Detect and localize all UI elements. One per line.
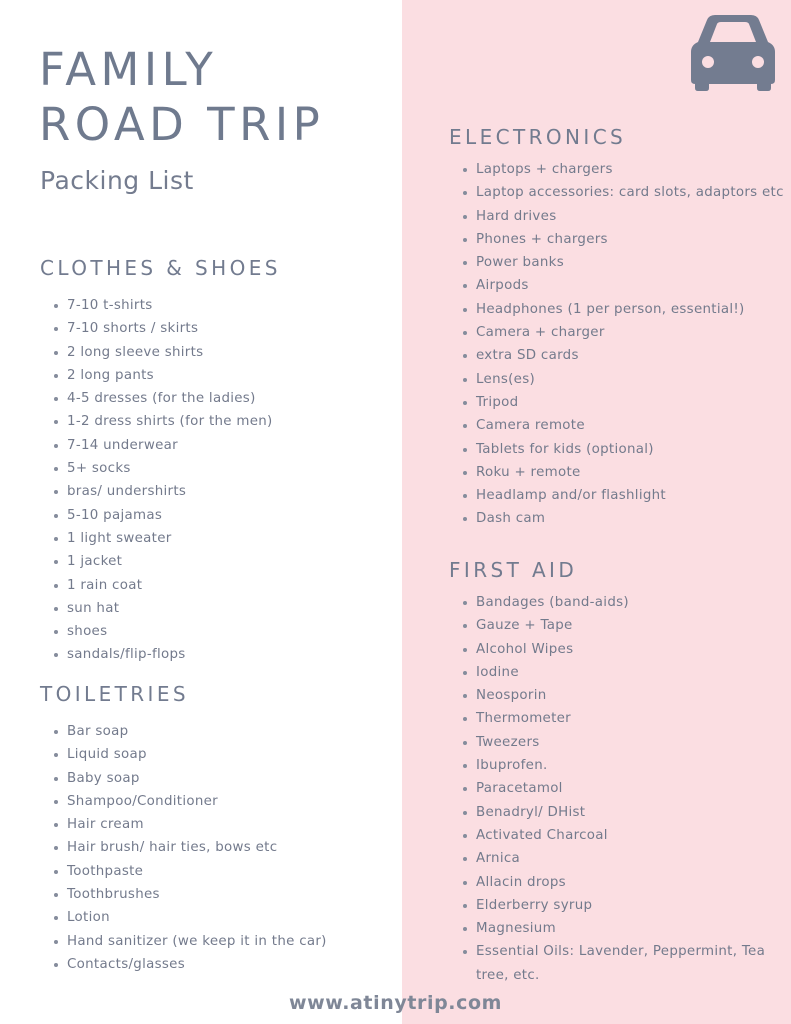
list-item: Power banks (462, 251, 784, 274)
list-item: Camera remote (462, 414, 784, 437)
list-item: extra SD cards (462, 344, 784, 367)
list-item: Headphones (1 per person, essential!) (462, 298, 784, 321)
list-item: 7-14 underwear (53, 434, 281, 457)
list-item: Activated Charcoal (462, 824, 782, 847)
list-item: shoes (53, 620, 281, 643)
list-item: Headlamp and/or flashlight (462, 484, 784, 507)
list-item: Contacts/glasses (53, 953, 327, 976)
list-toiletries (53, 720, 327, 976)
list-item: 1 light sweater (53, 527, 281, 550)
list-item: 2 long pants (53, 364, 281, 387)
list-item: Bandages (band-aids) (462, 591, 782, 614)
list-item: 5-10 pajamas (53, 504, 281, 527)
page-subtitle: Packing List (40, 166, 194, 195)
section-clothes-shoes (40, 256, 281, 667)
list-item: Phones + chargers (462, 228, 784, 251)
section-heading-electronics: ELECTRONICS (449, 125, 627, 149)
list-item: Paracetamol (462, 777, 782, 800)
car-icon (690, 14, 776, 92)
list-item: Gauze + Tape (462, 614, 782, 637)
list-clothes (53, 294, 281, 667)
list-item: 1 jacket (53, 550, 281, 573)
list-item: Elderberry syrup (462, 894, 782, 917)
list-item: Airpods (462, 274, 784, 297)
title-line-2: ROAD TRIP (39, 98, 325, 151)
list-item: sun hat (53, 597, 281, 620)
list-item: Liquid soap (53, 743, 327, 766)
list-item: Tablets for kids (optional) (462, 438, 784, 461)
list-item: Ibuprofen. (462, 754, 782, 777)
list-item: Camera + charger (462, 321, 784, 344)
list-item: Bar soap (53, 720, 327, 743)
list-first-aid (462, 591, 782, 987)
section-heading-toiletries: TOILETRIES (40, 682, 189, 706)
list-item: 2 long sleeve shirts (53, 341, 281, 364)
list-item: Toothbrushes (53, 883, 327, 906)
list-item: Roku + remote (462, 461, 784, 484)
list-item: 1 rain coat (53, 574, 281, 597)
list-electronics (462, 158, 784, 531)
section-first-aid (449, 558, 782, 987)
list-item: Lotion (53, 906, 327, 929)
title-line-1: FAMILY (39, 43, 218, 96)
list-item: Magnesium (462, 917, 782, 940)
list-item: Shampoo/Conditioner (53, 790, 327, 813)
list-item: Allacin drops (462, 871, 782, 894)
list-item: Hair cream (53, 813, 327, 836)
footer-url: www.atinytrip.com (288, 992, 503, 1014)
list-item: Hair brush/ hair ties, bows etc (53, 836, 327, 859)
list-item: Essential Oils: Lavender, Peppermint, Tea tree, etc. (462, 940, 782, 987)
section-heading-first-aid: FIRST AID (449, 558, 578, 582)
list-item: Arnica (462, 847, 782, 870)
section-heading-clothes: CLOTHES & SHOES (40, 256, 281, 280)
list-item: Thermometer (462, 707, 782, 730)
list-item: Iodine (462, 661, 782, 684)
list-item: 7-10 shorts / skirts (53, 317, 281, 340)
section-toiletries (40, 682, 327, 976)
list-item: Baby soap (53, 767, 327, 790)
list-item: Benadryl/ DHist (462, 801, 782, 824)
list-item: sandals/flip-flops (53, 643, 281, 666)
list-item: 1-2 dress shirts (for the men) (53, 410, 281, 433)
list-item: Tripod (462, 391, 784, 414)
list-item: 5+ socks (53, 457, 281, 480)
list-item: 4-5 dresses (for the ladies) (53, 387, 281, 410)
list-item: Hard drives (462, 205, 784, 228)
list-item: Lens(es) (462, 368, 784, 391)
list-item: bras/ undershirts (53, 480, 281, 503)
list-item: Laptops + chargers (462, 158, 784, 181)
page-title (39, 42, 324, 152)
list-item: Laptop accessories: card slots, adaptors etc (462, 181, 784, 204)
list-item: Hand sanitizer (we keep it in the car) (53, 930, 327, 953)
list-item: Neosporin (462, 684, 782, 707)
list-item: Dash cam (462, 507, 784, 530)
list-item: Toothpaste (53, 860, 327, 883)
list-item: Tweezers (462, 731, 782, 754)
list-item: 7-10 t-shirts (53, 294, 281, 317)
section-electronics (449, 125, 784, 531)
list-item: Alcohol Wipes (462, 638, 782, 661)
